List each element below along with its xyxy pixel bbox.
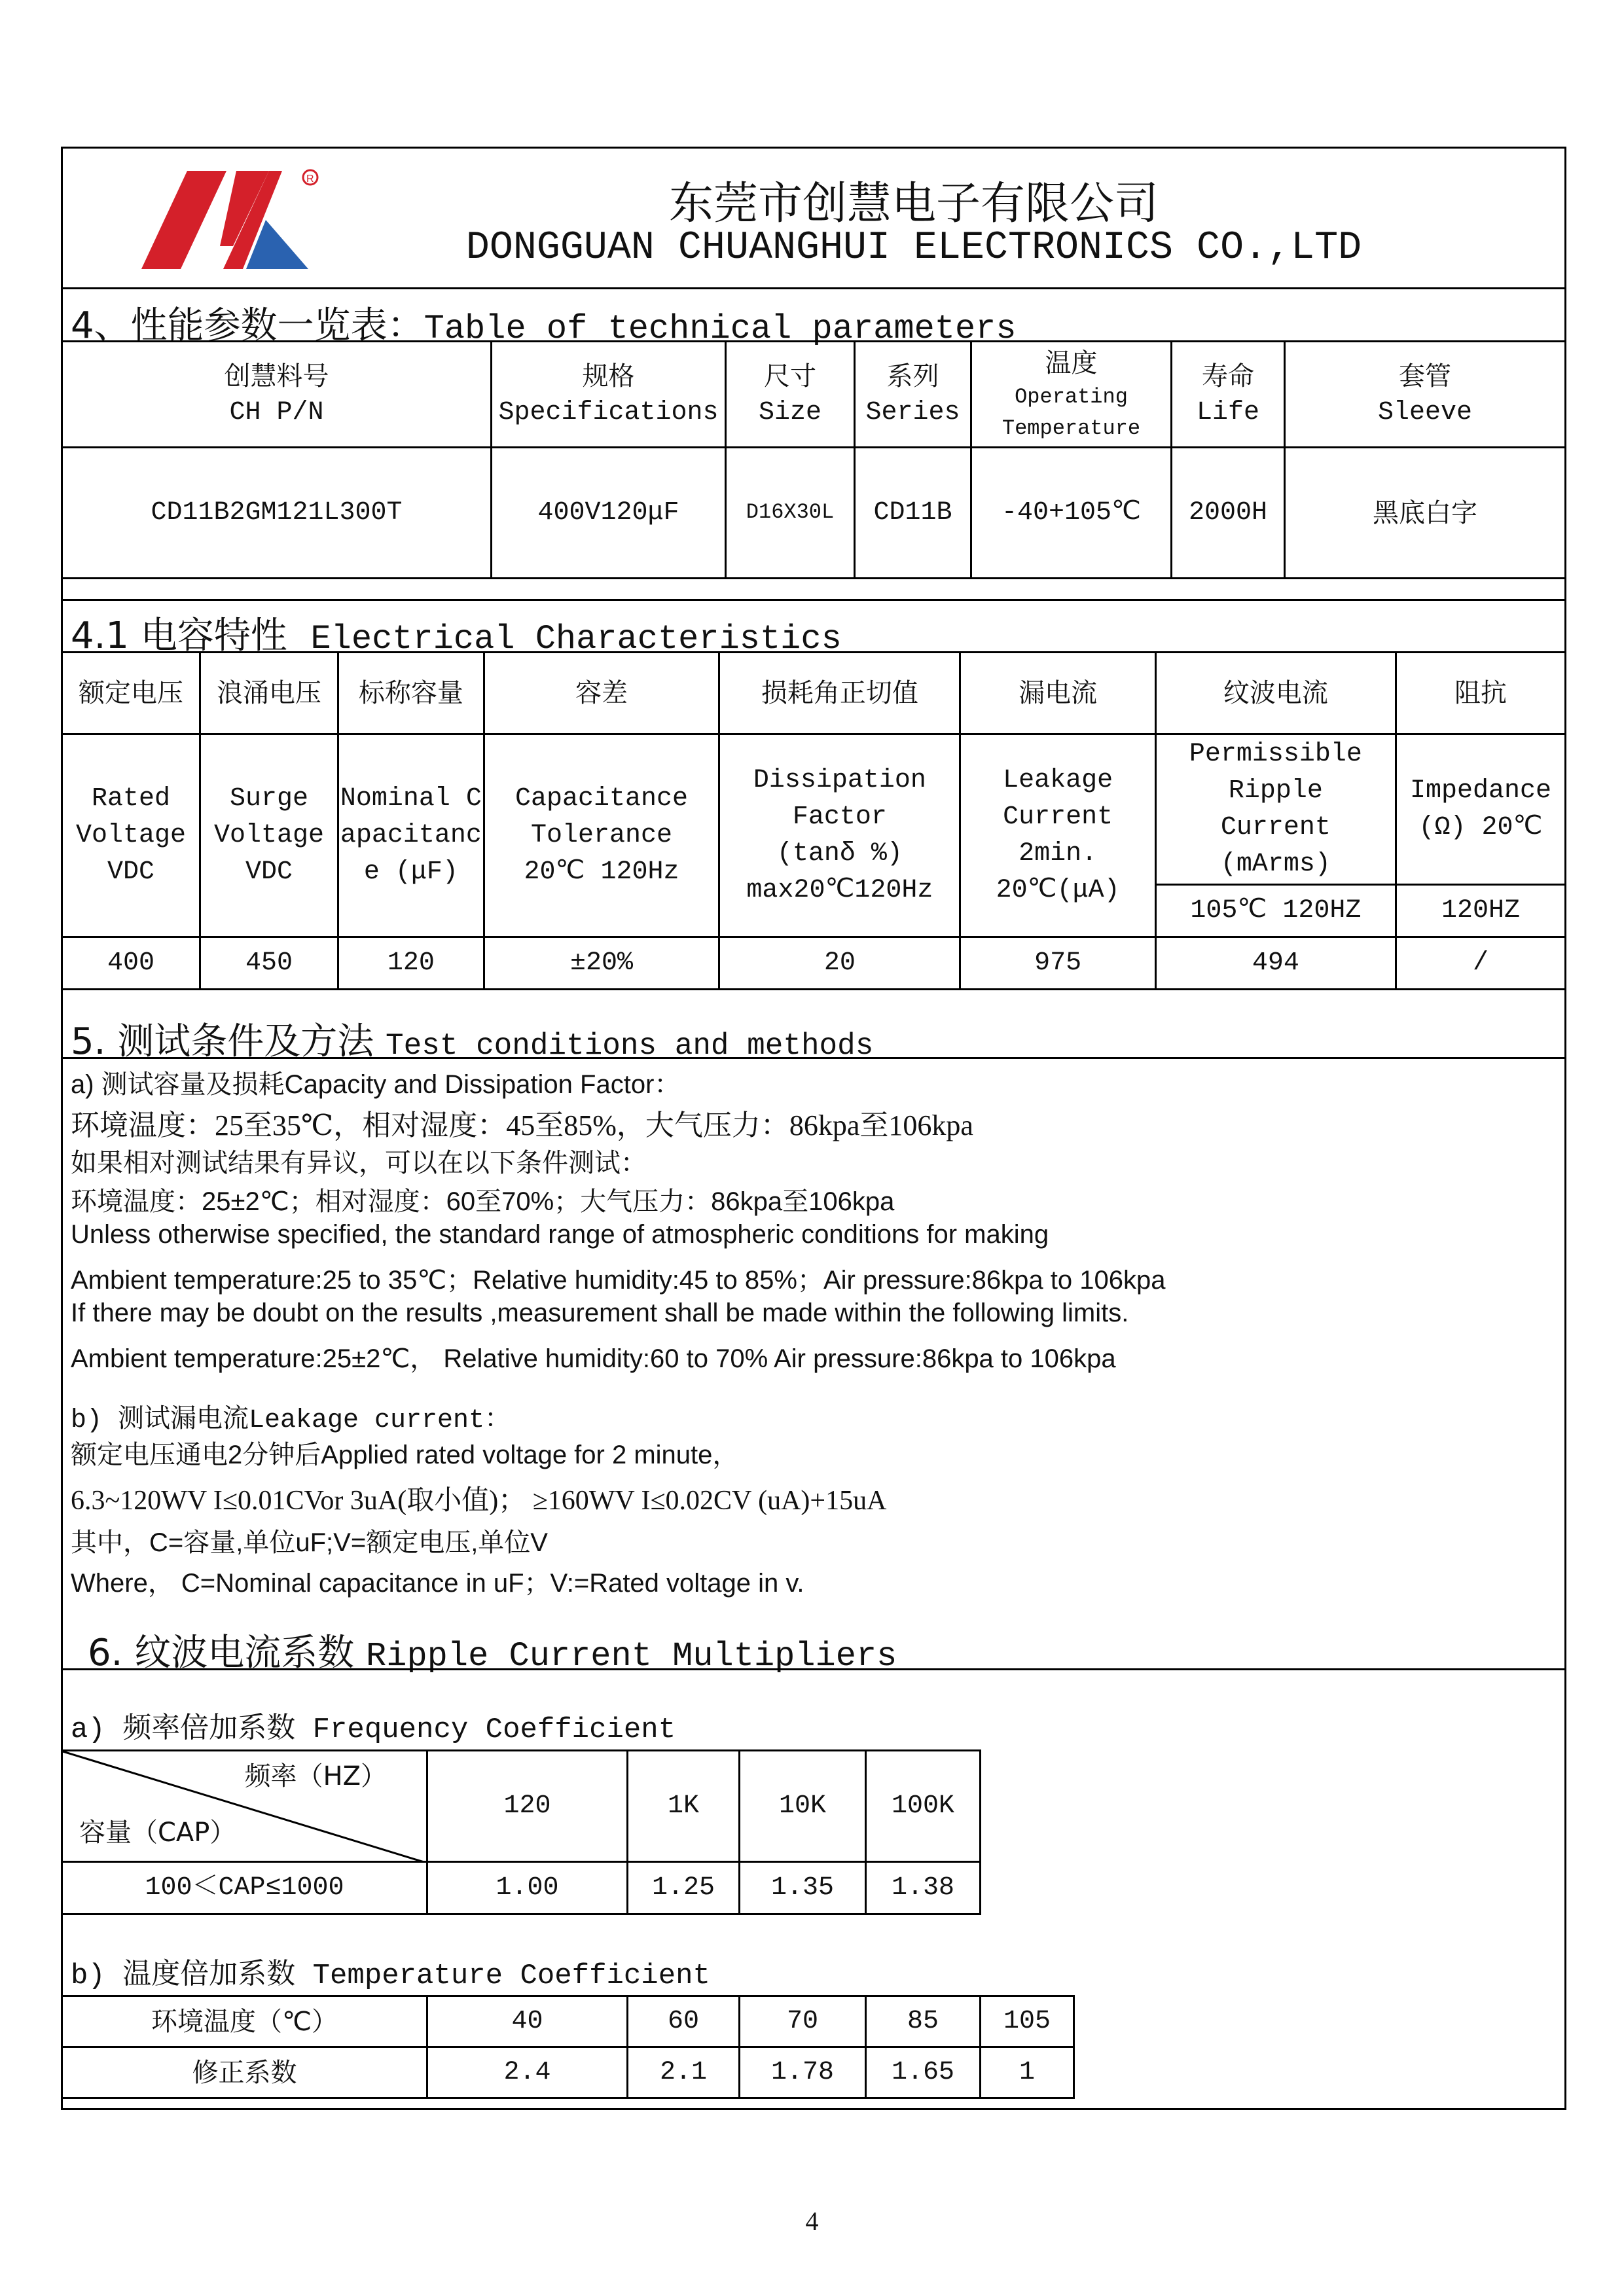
temp-coef-title: b) 温度倍加系数 Temperature Coefficient [71,1960,710,1992]
th-leakage: 漏电流 [960,653,1155,734]
val-ripple: 494 [1155,937,1396,990]
cell-temp: -40+105℃ [971,448,1172,579]
cell-series: CD11B [855,448,971,579]
freq-header: 1K [628,1751,740,1862]
temp-value: 1.65 [866,2047,981,2098]
th-tolerance: 容差 [484,653,719,734]
th-surge-voltage: 浪涌电压 [200,653,338,734]
val-impedance: / [1396,937,1565,990]
val-dissipation: 20 [719,937,960,990]
en-tolerance: Capacitance Tolerance 20℃ 120Hz [484,734,719,937]
company-name-en: DONGGUAN CHUANGHUI ELECTRONICS CO.,LTD [465,226,1362,270]
temp-value: 2.4 [427,2047,628,2098]
temp-header: 85 [866,1996,981,2047]
cell-size: D16X30L [726,448,855,579]
en-nominal-cap: Nominal Capacitance (μF) [338,734,484,937]
temp-value: 1.78 [740,2047,866,2098]
test-a-line: 环境温度：25±2℃；相对湿度：60至70%；大气压力：86kpa至106kpa [71,1187,895,1216]
th-spec: 规格 Specifications [492,342,726,448]
divider [63,287,1564,289]
th-ripple: 纹波电流 [1155,653,1396,734]
ripple-condition: 105℃ 120HZ [1155,885,1396,937]
th-size: 尺寸 Size [726,342,855,448]
en-leakage: Leakage Current 2min. 20℃(μA) [960,734,1155,937]
temp-header: 40 [427,1996,628,2047]
temp-row-label: 环境温度（℃） [62,1996,427,2047]
test-b-formula: 6.3~120WV I≤0.01CVor 3uA(取小值)； ≥160WV I≤0.02CV (uA)+15uA [71,1486,887,1516]
divider [63,599,1564,601]
cell-spec: 400V120μF [492,448,726,579]
freq-row-label: 100＜CAP≤1000 [62,1862,427,1914]
temp-header: 70 [740,1996,866,2047]
test-a-line: 如果相对测试结果有异议，可以在以下条件测试： [71,1148,647,1178]
freq-corner-bottom: 容量（CAP） [79,1818,236,1848]
test-b-heading: b) 测试漏电流Leakage current： [71,1406,511,1435]
th-series: 系列 Series [855,342,971,448]
th-temp: 温度 Operating Temperature [971,342,1172,448]
freq-header: 100K [866,1751,981,1862]
temp-coef-table [61,1995,1075,2099]
section5-title-en: Test conditions and methods [386,1029,874,1063]
th-dissipation: 损耗角正切值 [719,653,960,734]
impedance-condition: 120HZ [1396,885,1565,937]
tech-params-table [61,340,1566,579]
test-b-line: Where， C=Nominal capacitance in uF；V:=Rated voltage in v. [71,1569,804,1598]
temp-value: 1 [981,2047,1074,2098]
temp-row-label: 修正系数 [62,2047,427,2098]
freq-coef-table [61,1749,981,1915]
val-leakage: 975 [960,937,1155,990]
freq-value: 1.38 [866,1862,981,1914]
th-pn: 创慧料号 CH P/N [62,342,492,448]
en-surge-voltage: Surge Voltage VDC [200,734,338,937]
val-tolerance: ±20% [484,937,719,990]
section5-title-cn: 5. 测试条件及方法 [71,1020,374,1063]
section41-title-cn: 4.1 电容特性 [71,615,287,657]
freq-header: 120 [427,1751,628,1862]
freq-value: 1.00 [427,1862,628,1914]
freq-value: 1.35 [740,1862,866,1914]
cell-life: 2000H [1172,448,1285,579]
section4-title-en: Table of technical parameters [424,310,1017,348]
section41-title-en: Electrical Characteristics [310,620,842,658]
test-a-line: 环境温度：25至35℃，相对湿度：45至85%，大气压力：86kpa至106kpa [71,1109,973,1141]
freq-coef-title: a) 频率倍加系数 Frequency Coefficient [71,1713,676,1746]
section6-title-cn: 6. 纹波电流系数 [88,1632,355,1674]
section4-title-cn: 4、性能参数一览表： [71,304,424,347]
th-rated-voltage: 额定电压 [62,653,200,734]
en-dissipation: Dissipation Factor (tanδ %) max20℃120Hz [719,734,960,937]
divider [63,1668,1564,1670]
val-rated-voltage: 400 [62,937,200,990]
freq-value: 1.25 [628,1862,740,1914]
test-a-heading: a) 测试容量及损耗Capacity and Dissipation Factor： [71,1070,681,1099]
page-number: 4 [805,2206,819,2236]
electrical-table [61,651,1566,990]
en-ripple: Permissible Ripple Current (mArms) [1155,734,1396,885]
th-nominal-cap: 标称容量 [338,653,484,734]
freq-corner-cell [62,1751,427,1862]
document-frame [61,147,1566,2110]
test-a-line: If there may be doubt on the results ,measurement shall be made within the following limits. [71,1299,1129,1327]
divider [63,1057,1564,1059]
section6-title-en: Ripple Current Multipliers [366,1637,897,1676]
th-sleeve: 套管 Sleeve [1285,342,1566,448]
en-rated-voltage: Rated Voltage VDC [62,734,200,937]
cell-pn: CD11B2GM121L300T [62,448,492,579]
temp-header: 60 [628,1996,740,2047]
val-surge-voltage: 450 [200,937,338,990]
en-impedance: Impedance (Ω) 20℃ [1396,734,1565,885]
th-impedance: 阻抗 [1396,653,1565,734]
company-name-cn: 东莞市创慧电子有限公司 [668,178,1159,230]
freq-corner-top: 频率（HZ） [244,1761,387,1791]
th-life: 寿命 Life [1172,342,1285,448]
temp-header: 105 [981,1996,1074,2047]
test-b-line: 额定电压通电2分钟后Applied rated voltage for 2 minute， [71,1441,739,1469]
cell-sleeve: 黑底白字 [1285,448,1566,579]
temp-value: 2.1 [628,2047,740,2098]
test-a-line: Ambient temperature:25 to 35℃；Relative humidity:45 to 85%；Air pressure:86kpa to 106kpa [71,1266,1166,1295]
test-b-line: 其中，C=容量,单位uF;V=额定电压,单位V [71,1528,548,1557]
svg-text:R: R [306,173,314,185]
val-nominal-cap: 120 [338,937,484,990]
test-a-line: Ambient temperature:25±2℃， Relative humidity:60 to 70% Air pressure:86kpa to 106kpa [71,1344,1116,1373]
freq-header: 10K [740,1751,866,1862]
test-a-line: Unless otherwise specified, the standard range of atmospheric conditions for making [71,1220,1049,1249]
